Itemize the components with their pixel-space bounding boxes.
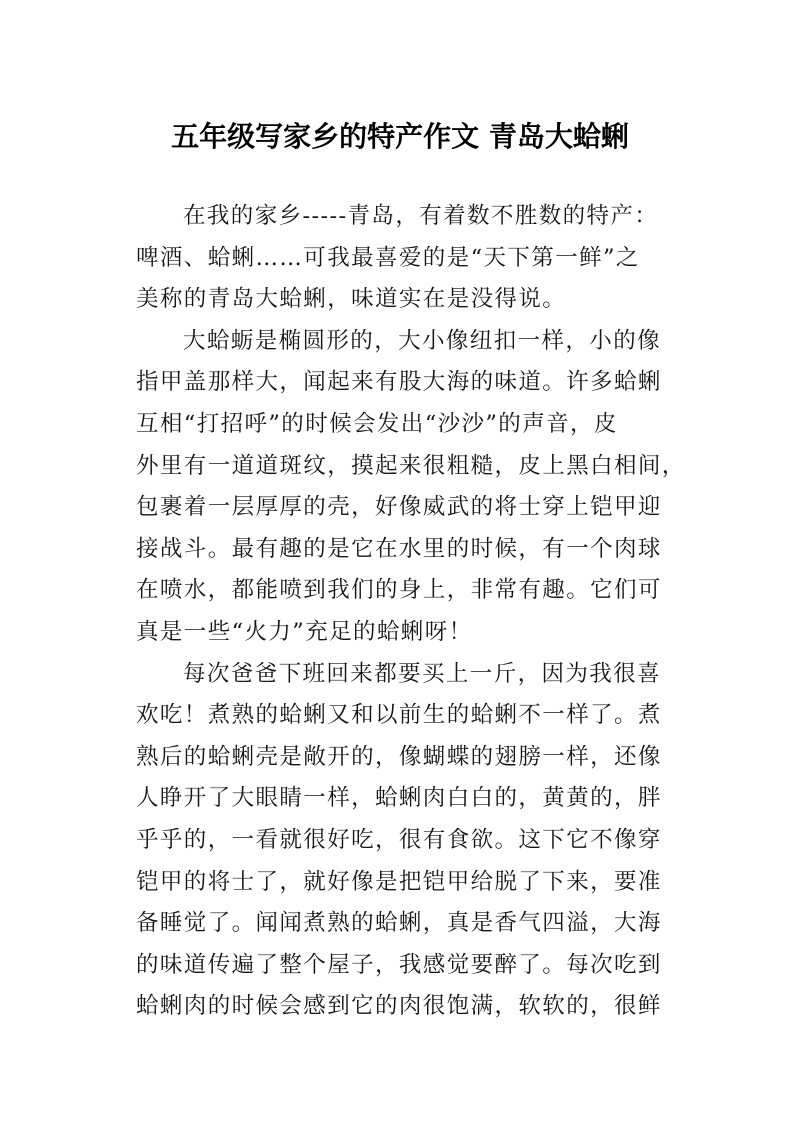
text-line: 在喷水，都能喷到我们的身上，非常有趣。它们可 [136, 577, 662, 604]
text-line: 乎乎的，一看就很好吃，很有食欲。这下它不像穿 [136, 826, 662, 853]
text-line: 备睡觉了。闻闻煮熟的蛤蜊，真是香气四溢，大海 [136, 910, 662, 937]
text-line: 指甲盖那样大，闻起来有股大海的味道。许多蛤蜊 [136, 369, 662, 396]
text-line: 真是一些“火力”充足的蛤蜊呀！ [136, 618, 473, 645]
text-line: 外里有一道道斑纹，摸起来很粗糙，皮上黑白相间， [136, 452, 686, 479]
document-title: 五年级写家乡的特产作文 青岛大蛤蜊 [171, 119, 629, 153]
document-body [136, 196, 686, 1028]
text-line: 大蛤蛎是椭圆形的，大小像纽扣一样，小的像 [183, 327, 662, 354]
text-line: 接战斗。最有趣的是它在水里的时候，有一个肉球 [136, 535, 662, 562]
text-line: 啤酒、蛤蜊……可我最喜爱的是“天下第一鲜”之 [136, 244, 640, 271]
text-line: 人睁开了大眼睛一样，蛤蜊肉白白的，黄黄的，胖 [136, 785, 662, 812]
text-line: 熟后的蛤蜊壳是敞开的，像蝴蝶的翅膀一样，还像 [136, 743, 662, 770]
text-line: 互相“打招呼”的时候会发出“沙沙”的声音，皮 [136, 410, 618, 437]
text-line: 美称的青岛大蛤蜊，味道实在是没得说。 [136, 286, 567, 313]
text-line: 的味道传遍了整个屋子，我感觉要醉了。每次吃到 [136, 951, 662, 978]
paragraph-1 [136, 196, 666, 321]
text-line: 在我的家乡-----青岛，有着数不胜数的特产： [183, 203, 659, 229]
paragraph-3 [136, 654, 666, 1028]
text-line: 每次爸爸下班回来都要买上一斤，因为我很喜 [183, 660, 662, 687]
text-line: 铠甲的将士了，就好像是把铠甲给脱了下来，要准 [136, 868, 662, 895]
paragraph-2 [136, 321, 686, 654]
text-line: 蛤蜊肉的时候会感到它的肉很饱满，软软的，很鲜 [136, 993, 662, 1020]
text-line: 欢吃！煮熟的蛤蜊又和以前生的蛤蜊不一样了。煮 [136, 702, 662, 729]
text-line: 包裹着一层厚厚的壳，好像威武的将士穿上铠甲迎 [136, 494, 662, 521]
